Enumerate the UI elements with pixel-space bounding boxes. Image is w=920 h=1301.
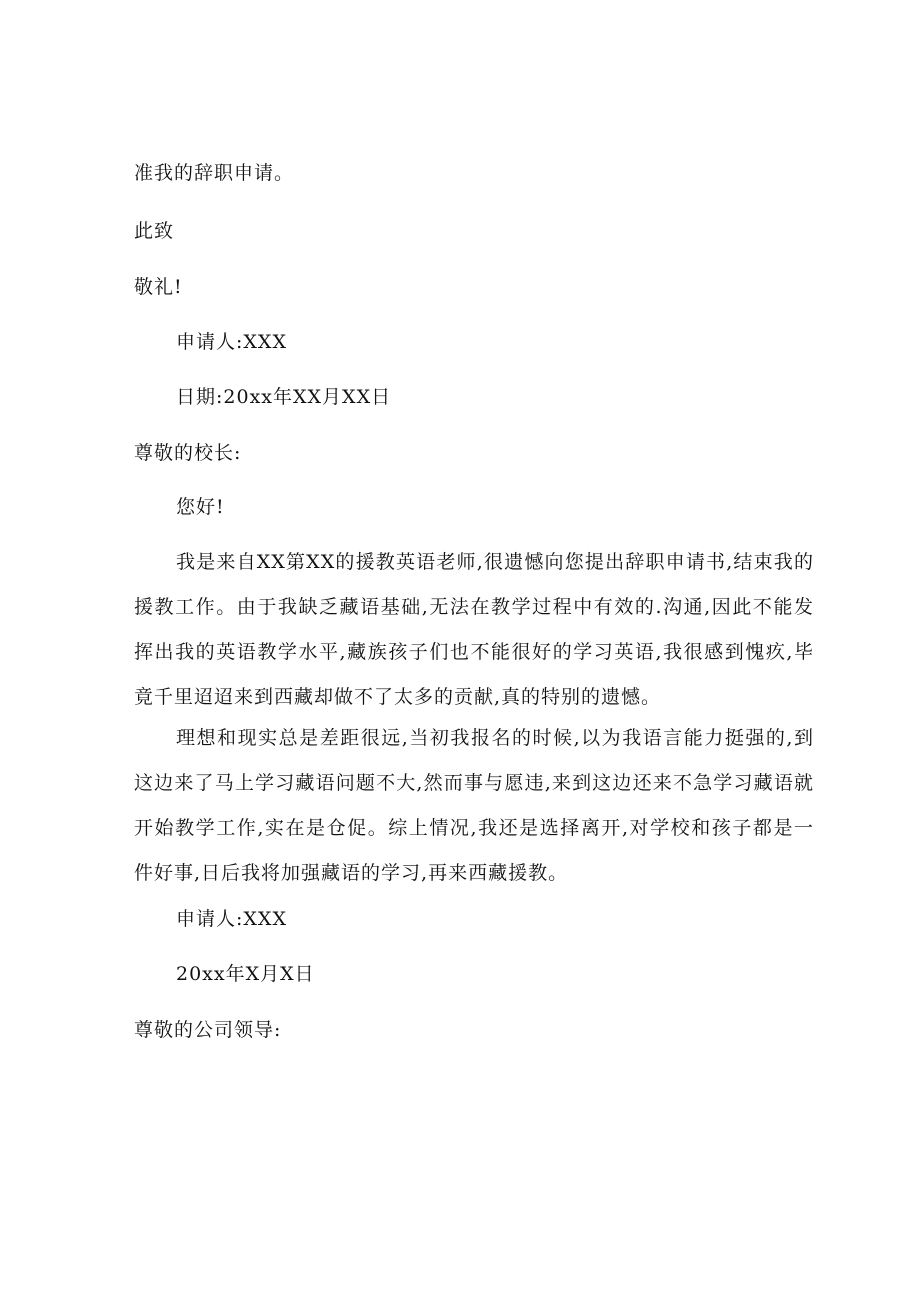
salutation-jing-li: 敬礼!	[134, 276, 183, 298]
body-paragraph-1: 我是来自XX第XX的援教英语老师,很遗憾向您提出辞职申请书,结束我的援教工作。由于我缺乏藏语基础,无法在教学过程中有效的.沟通,因此不能发挥出我的英语教学水平,藏族孩子们也不能很好的学习英语,我很感到愧疚,毕竟千里迢迢来到西藏却做不了太多的贡献,真的特别的遗憾。	[134, 551, 814, 708]
addressee-principal: 尊敬的校长:	[134, 442, 242, 464]
applicant-signature-1: 申请人:XXX	[176, 331, 287, 353]
body-paragraph-2: 理想和现实总是差距很远,当初我报名的时候,以为我语言能力挺强的,到这边来了马上学习藏语问题不大,然而事与愿违,来到这边还来不急学习藏语就开始教学工作,实在是仓促。综上情况,我还是选择离开,对学校和孩子都是一件好事,日后我将加强藏语的学习,再来西藏援教。	[134, 727, 814, 884]
closing-line: 准我的辞职申请。	[134, 162, 295, 184]
applicant-signature-2: 申请人:XXX	[176, 908, 287, 930]
date-line-1: 日期:20xx年XX月XX日	[176, 386, 392, 408]
date-line-2: 20xx年X月X日	[176, 963, 315, 985]
salutation-ci-zhi: 此致	[134, 220, 175, 242]
greeting: 您好!	[176, 496, 225, 518]
addressee-company-leader: 尊敬的公司领导:	[134, 1019, 282, 1041]
